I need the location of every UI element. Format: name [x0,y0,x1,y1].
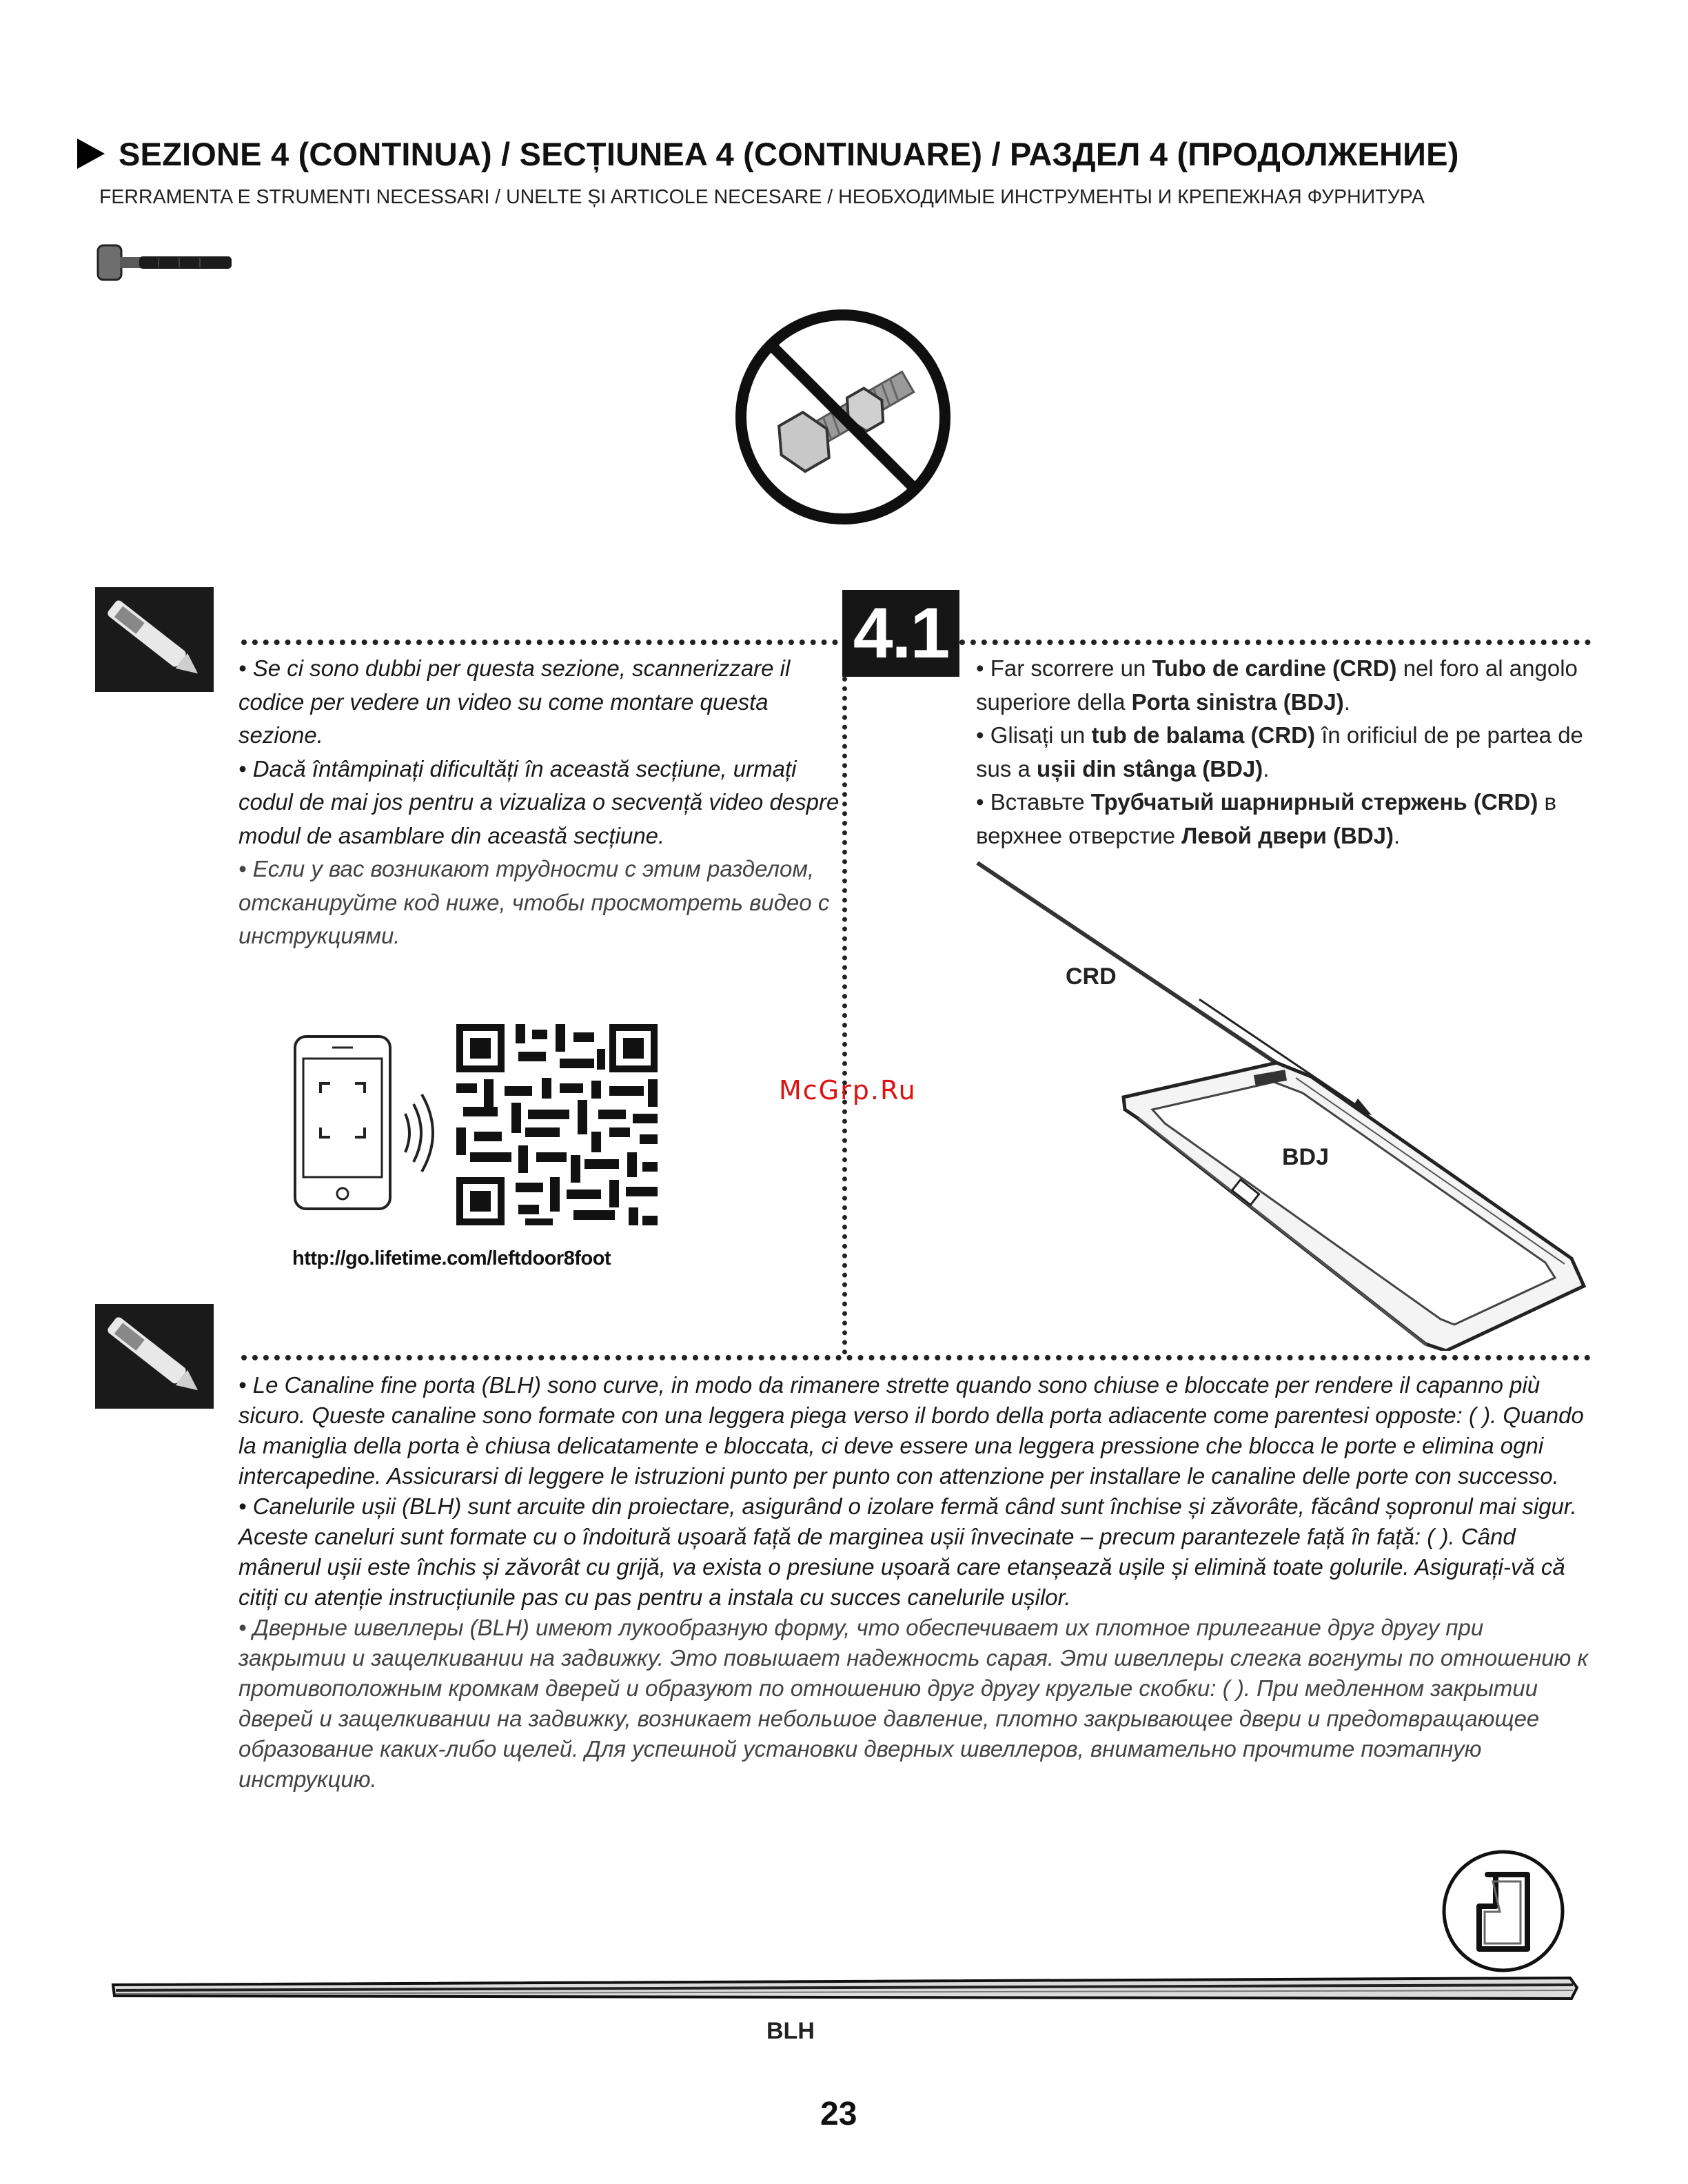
dotted-divider [241,1355,1591,1360]
section-title [77,130,1662,178]
instruction-ro: • Glisați un tub de balama (CRD) în orificiul de pe partea de sus a ușii din stânga (BDJ). [976,722,1583,782]
help-text-ru: • Если у вас возникают трудности с этим разделом, отсканируйте код ниже, чтобы просмотреть видео с инструкциями. [238,856,830,948]
no-hardware-icon [733,307,953,527]
triangle-bullet-icon [77,139,105,169]
door-panel [1123,1063,1584,1351]
video-url[interactable]: http://go.lifetime.com/leftdoor8foot [292,1247,611,1269]
blh-channel-part [110,1975,1578,2003]
bdj-label: BDJ [1282,1144,1330,1170]
hammer-icon [96,238,234,287]
note-ro: • Canelurile ușii (BLH) sunt arcuite din proiectare, asigurând o izolare fermă când sunt închise și zăvorâte, făcând șopronul mai sigur. Aceste caneluri sunt formate cu o îndoitură ușoară față de marginea ușii învecinate – precum parantezele față în față: ( ). Când mânerul ușii este închis și zăvorât cu grijă, va exista o presiune ușoară care etanșează ușile și elimină toate golurile. Asigurați-vă că citiți cu atenție instrucțiunile pas cu pas pentru a instala cu succes canelurile ușilor. [238,1493,1577,1610]
instruction-ru: • Вставьте Трубчатый шарнирный стержень (CRD) в верхнее отверстие Левой двери (BDJ). [976,789,1557,848]
page-number: 23 [820,2096,857,2132]
dotted-divider [959,640,1591,645]
door-assembly-diagram [972,861,1592,1351]
crd-label: CRD [1066,963,1117,990]
crd-tube [977,863,1282,1067]
step-number-badge: 4.1 [842,590,959,677]
video-help-text [238,652,845,953]
section-title-text: SEZIONE 4 (CONTINUA) / SECȚIUNEA 4 (CONTINUARE) / РАЗДЕЛ 4 (ПРОДОЛЖЕНИЕ) [119,135,1459,172]
phone-qr-graphic [289,1024,675,1231]
blh-profile-icon [1439,1847,1567,1975]
signal-waves-icon [405,1094,433,1172]
blh-label: BLH [766,2018,815,2044]
help-text-it: • Se ci sono dubbi per questa sezione, scannerizzare il codice per vedere un video su come montare questa sezione. [238,655,791,748]
note-it: • Le Canaline fine porta (BLH) sono curve, in modo da rimanere strette quando sono chiuse e bloccate per rendere il capanno più sicuro. Queste canaline sono formate con una leggera piega verso il bordo della porta adiacente come parentesi opposte: ( ). Quando la maniglia della porta è chiusa delicatamente e bloccata, ci deve essere una leggera pressione che blocca le porte e elimina ogni intercapedine. Assicurarsi di leggere le istruzioni punto per punto con attenzione per installare le canaline delle porte con successo. [238,1372,1584,1489]
tools-subtitle: FERRAMENTA E STRUMENTI NECESSARI / UNELTE ȘI ARTICOLE NECESARE / НЕОБХОДИМЫЕ ИНСТРУМЕНТЫ И КРЕПЕЖНАЯ ФУРНИТУРА [99,186,1425,208]
instruction-it: • Far scorrere un Tubo de cardine (CRD) nel foro al angolo superiore della Porta sinistra (BDJ). [976,655,1578,715]
note-ru: • Дверные швеллеры (BLH) имеют лукообразную форму, что обеспечивает их плотное прилегание друг другу при закрытии и защелкивании на задвижку. Это повышает надежность сарая. Эти швеллеры слегка вогнуты по отношению к противоположным кромкам дверей и образуют по отношению друг другу круглые скобки: ( ). При медленном закрытии дверей и защелкивании на задвижку, возникает небольшое давление, плотно закрывающее двери и предотвращающее образование каких-либо щелей. Для успешной установки дверных швеллеров, внимательно прочтите поэтапную инструкцию. [238,1615,1589,1792]
qr-code [456,1024,658,1225]
help-text-ro: • Dacă întâmpinați dificultăți în această secțiune, urmați codul de mai jos pentru a vizualiza o secvență video despre modul de asamblare din această secțiune. [238,755,840,848]
watermark: McGrp.Ru [779,1075,917,1105]
dotted-divider [241,640,838,645]
blh-note [238,1370,1596,1795]
smartphone-icon [295,1037,390,1209]
note-pencil-icon [95,1304,214,1409]
step-instructions [976,652,1596,853]
note-pencil-icon [95,587,214,692]
